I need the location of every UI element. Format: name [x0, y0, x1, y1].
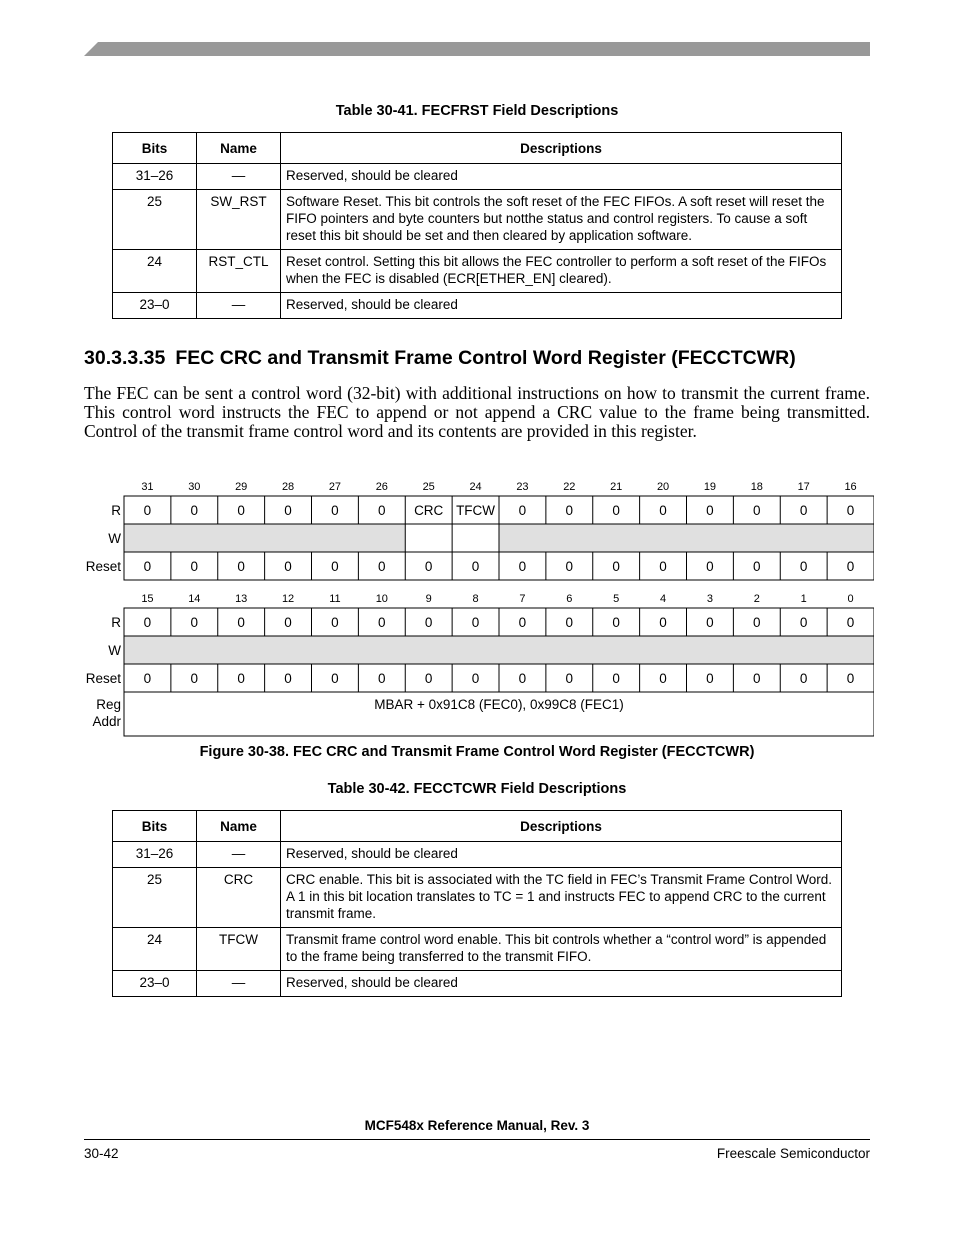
reset-value: 0: [424, 671, 433, 686]
section-heading: [84, 347, 796, 370]
reset-value: 0: [284, 671, 292, 686]
figure-caption: Figure 30-38. FEC CRC and Transmit Frame Control Word Register (FECCTCWR): [199, 744, 755, 760]
bit-number: 0: [847, 593, 854, 605]
reset-value: 0: [706, 559, 714, 574]
read-value: 0: [378, 503, 386, 518]
read-value: 0: [143, 615, 152, 630]
read-value: 0: [143, 503, 152, 518]
reset-value: 0: [753, 559, 761, 574]
row-label-reg: Reg: [96, 697, 121, 712]
table-row: [113, 190, 842, 250]
bit-number: 25: [422, 481, 435, 493]
cell-bits: 31–26: [113, 164, 197, 190]
bit-number: 28: [281, 481, 295, 493]
section-title: FEC CRC and Transmit Frame Control Word Register (FECCTCWR): [175, 347, 796, 369]
reset-value: 0: [612, 671, 620, 686]
reset-value: 0: [237, 559, 245, 574]
bit-number: 8: [472, 593, 479, 605]
read-value: 0: [190, 503, 199, 518]
reset-value: 0: [846, 559, 855, 574]
read-value: CRC: [414, 503, 444, 518]
reset-value: 0: [799, 671, 808, 686]
reset-value: 0: [612, 559, 620, 574]
read-value: 0: [331, 503, 339, 518]
read-value: 0: [753, 503, 761, 518]
cell-bits: 31–26: [113, 842, 197, 868]
bit-number: 20: [656, 481, 670, 493]
table1-header-row: [113, 133, 842, 164]
bit-number: 4: [660, 593, 667, 605]
table-row: [113, 164, 842, 190]
reset-value: 0: [659, 559, 667, 574]
read-value: 0: [471, 615, 480, 630]
column-header-bits: Bits: [113, 811, 197, 842]
cell-name: —: [197, 164, 281, 190]
write-row-shade: [124, 524, 405, 552]
cell-description: Reserved, should be cleared: [281, 164, 842, 190]
cell-description: Reset control. Setting this bit allows the FEC controller to perform a soft reset of the FIFOs when the FEC is disabled (ECR[ETHER_EN] cleared).: [281, 250, 842, 293]
reset-value: 0: [143, 559, 152, 574]
body-paragraph: The FEC can be sent a control word (32-bit) with additional instructions on how to transmit the current frame. This control word instructs the FEC to append or not append a CRC value to the frame being transmitted. Control of the transmit frame control word and its contents are provided in this register.: [84, 383, 870, 441]
read-value: 0: [378, 615, 386, 630]
read-value: 0: [706, 503, 714, 518]
footer-company: Freescale Semiconductor: [716, 1146, 870, 1161]
cell-name: TFCW: [197, 928, 281, 971]
cell-description: Transmit frame control word enable. This bit controls whether a “control word” is appended to the frame being transferred to the transmit FIFO.: [281, 928, 842, 971]
bit-number: 6: [566, 593, 573, 605]
write-row-shade: [499, 524, 874, 552]
bit-number: 12: [281, 593, 295, 605]
read-value: TFCW: [456, 503, 496, 518]
bit-number: 19: [703, 481, 717, 493]
table2-header-row: [113, 811, 842, 842]
row-label-r: R: [111, 615, 121, 630]
read-value: 0: [518, 615, 527, 630]
table-row: [113, 293, 842, 319]
column-header-name: Name: [197, 133, 281, 164]
reset-value: 0: [190, 671, 199, 686]
row-label-w: W: [108, 531, 121, 546]
bit-number: 14: [188, 593, 201, 605]
reset-value: 0: [799, 559, 808, 574]
read-value: 0: [706, 615, 714, 630]
bit-number: 27: [328, 481, 342, 493]
read-value: 0: [659, 615, 667, 630]
register-diagram: [84, 478, 874, 740]
cell-description: Reserved, should be cleared: [281, 971, 842, 997]
read-value: 0: [237, 503, 245, 518]
read-value: 0: [565, 615, 574, 630]
bit-number: 30: [188, 481, 201, 493]
bit-number: 7: [519, 593, 526, 605]
cell-bits: 24: [113, 250, 197, 293]
row-label-reset: Reset: [85, 671, 121, 686]
write-row-shade: [124, 636, 874, 664]
reset-value: 0: [753, 671, 761, 686]
row-label-r: R: [111, 503, 121, 518]
cell-bits: 23–0: [113, 971, 197, 997]
read-value: 0: [331, 615, 339, 630]
table2-caption: Table 30-42. FECCTCWR Field Descriptions: [327, 781, 627, 797]
bit-number: 26: [375, 481, 388, 493]
read-value: 0: [284, 615, 292, 630]
bit-number: 2: [753, 593, 760, 605]
cell-description: Software Reset. This bit controls the soft reset of the FEC FIFOs. A soft reset will reset the FIFO pointers and byte counters but notthe status and control registers. To cause a soft reset this bit should be set and then cleared by application software.: [281, 190, 842, 250]
reset-value: 0: [143, 671, 152, 686]
reset-value: 0: [284, 559, 292, 574]
cell-name: SW_RST: [197, 190, 281, 250]
reset-value: 0: [518, 671, 527, 686]
bit-number: 10: [375, 593, 388, 605]
bit-number: 13: [235, 593, 248, 605]
table-row: [113, 868, 842, 928]
table1: [112, 132, 842, 319]
section-number: 30.3.3.35: [84, 347, 166, 369]
read-value: 0: [612, 615, 620, 630]
cell-name: —: [197, 293, 281, 319]
table-row: [113, 842, 842, 868]
table1-caption: Table 30-41. FECFRST Field Descriptions: [335, 103, 619, 119]
table-row: [113, 971, 842, 997]
cell-description: Reserved, should be cleared: [281, 842, 842, 868]
cell-bits: 25: [113, 868, 197, 928]
reset-value: 0: [190, 559, 199, 574]
row-label-addr: Addr: [92, 714, 121, 729]
bit-number: 16: [844, 481, 857, 493]
reset-value: 0: [237, 671, 245, 686]
bit-number: 15: [141, 593, 154, 605]
bit-number: 5: [613, 593, 620, 605]
register-figure-svg: [84, 478, 874, 740]
read-value: 0: [565, 503, 574, 518]
read-value: 0: [846, 615, 855, 630]
cell-bits: 25: [113, 190, 197, 250]
cell-bits: 24: [113, 928, 197, 971]
reset-value: 0: [471, 559, 480, 574]
header-bar: [84, 42, 870, 56]
bit-number: 21: [610, 481, 623, 493]
reset-value: 0: [565, 671, 574, 686]
reset-value: 0: [706, 671, 714, 686]
table2: [112, 810, 842, 997]
register-address: MBAR + 0x91C8 (FEC0), 0x99C8 (FEC1): [374, 697, 624, 712]
column-header-descriptions: Descriptions: [281, 811, 842, 842]
read-value: 0: [190, 615, 199, 630]
reset-value: 0: [659, 671, 667, 686]
read-value: 0: [799, 503, 808, 518]
bit-number: 22: [563, 481, 576, 493]
reset-value: 0: [331, 671, 339, 686]
footer-title: MCF548x Reference Manual, Rev. 3: [364, 1118, 590, 1133]
cell-description: Reserved, should be cleared: [281, 293, 842, 319]
bit-number: 9: [425, 593, 432, 605]
read-value: 0: [659, 503, 667, 518]
reset-value: 0: [424, 559, 433, 574]
reset-value: 0: [846, 671, 855, 686]
reset-value: 0: [565, 559, 574, 574]
cell-name: —: [197, 971, 281, 997]
bit-number: 24: [469, 481, 482, 493]
cell-name: RST_CTL: [197, 250, 281, 293]
bit-number: 1: [800, 593, 807, 605]
bit-number: 31: [141, 481, 154, 493]
cell-description: CRC enable. This bit is associated with the TC field in FEC’s Transmit Frame Control Word. A 1 in this bit location translates to TC = 1 and instructs FEC to append CRC to the current transmit frame.: [281, 868, 842, 928]
column-header-bits: Bits: [113, 133, 197, 164]
read-value: 0: [753, 615, 761, 630]
reset-value: 0: [378, 559, 386, 574]
row-label-w: W: [108, 643, 121, 658]
row-label-reset: Reset: [85, 559, 121, 574]
table-row: [113, 928, 842, 971]
table-row: [113, 250, 842, 293]
bit-number: 3: [706, 593, 713, 605]
cell-bits: 23–0: [113, 293, 197, 319]
reset-value: 0: [331, 559, 339, 574]
bit-number: 11: [329, 593, 341, 605]
bit-number: 18: [750, 481, 763, 493]
read-value: 0: [612, 503, 620, 518]
read-value: 0: [846, 503, 855, 518]
read-value: 0: [424, 615, 433, 630]
reset-value: 0: [471, 671, 480, 686]
read-value: 0: [284, 503, 292, 518]
bit-number: 29: [235, 481, 248, 493]
bit-number: 17: [797, 481, 810, 493]
read-value: 0: [799, 615, 808, 630]
column-header-descriptions: Descriptions: [281, 133, 842, 164]
reset-value: 0: [378, 671, 386, 686]
cell-name: —: [197, 842, 281, 868]
footer-divider: [84, 1139, 870, 1140]
read-value: 0: [237, 615, 245, 630]
page-number: 30-42: [84, 1146, 119, 1161]
read-value: 0: [518, 503, 527, 518]
cell-name: CRC: [197, 868, 281, 928]
bit-number: 23: [516, 481, 529, 493]
reset-value: 0: [518, 559, 527, 574]
column-header-name: Name: [197, 811, 281, 842]
